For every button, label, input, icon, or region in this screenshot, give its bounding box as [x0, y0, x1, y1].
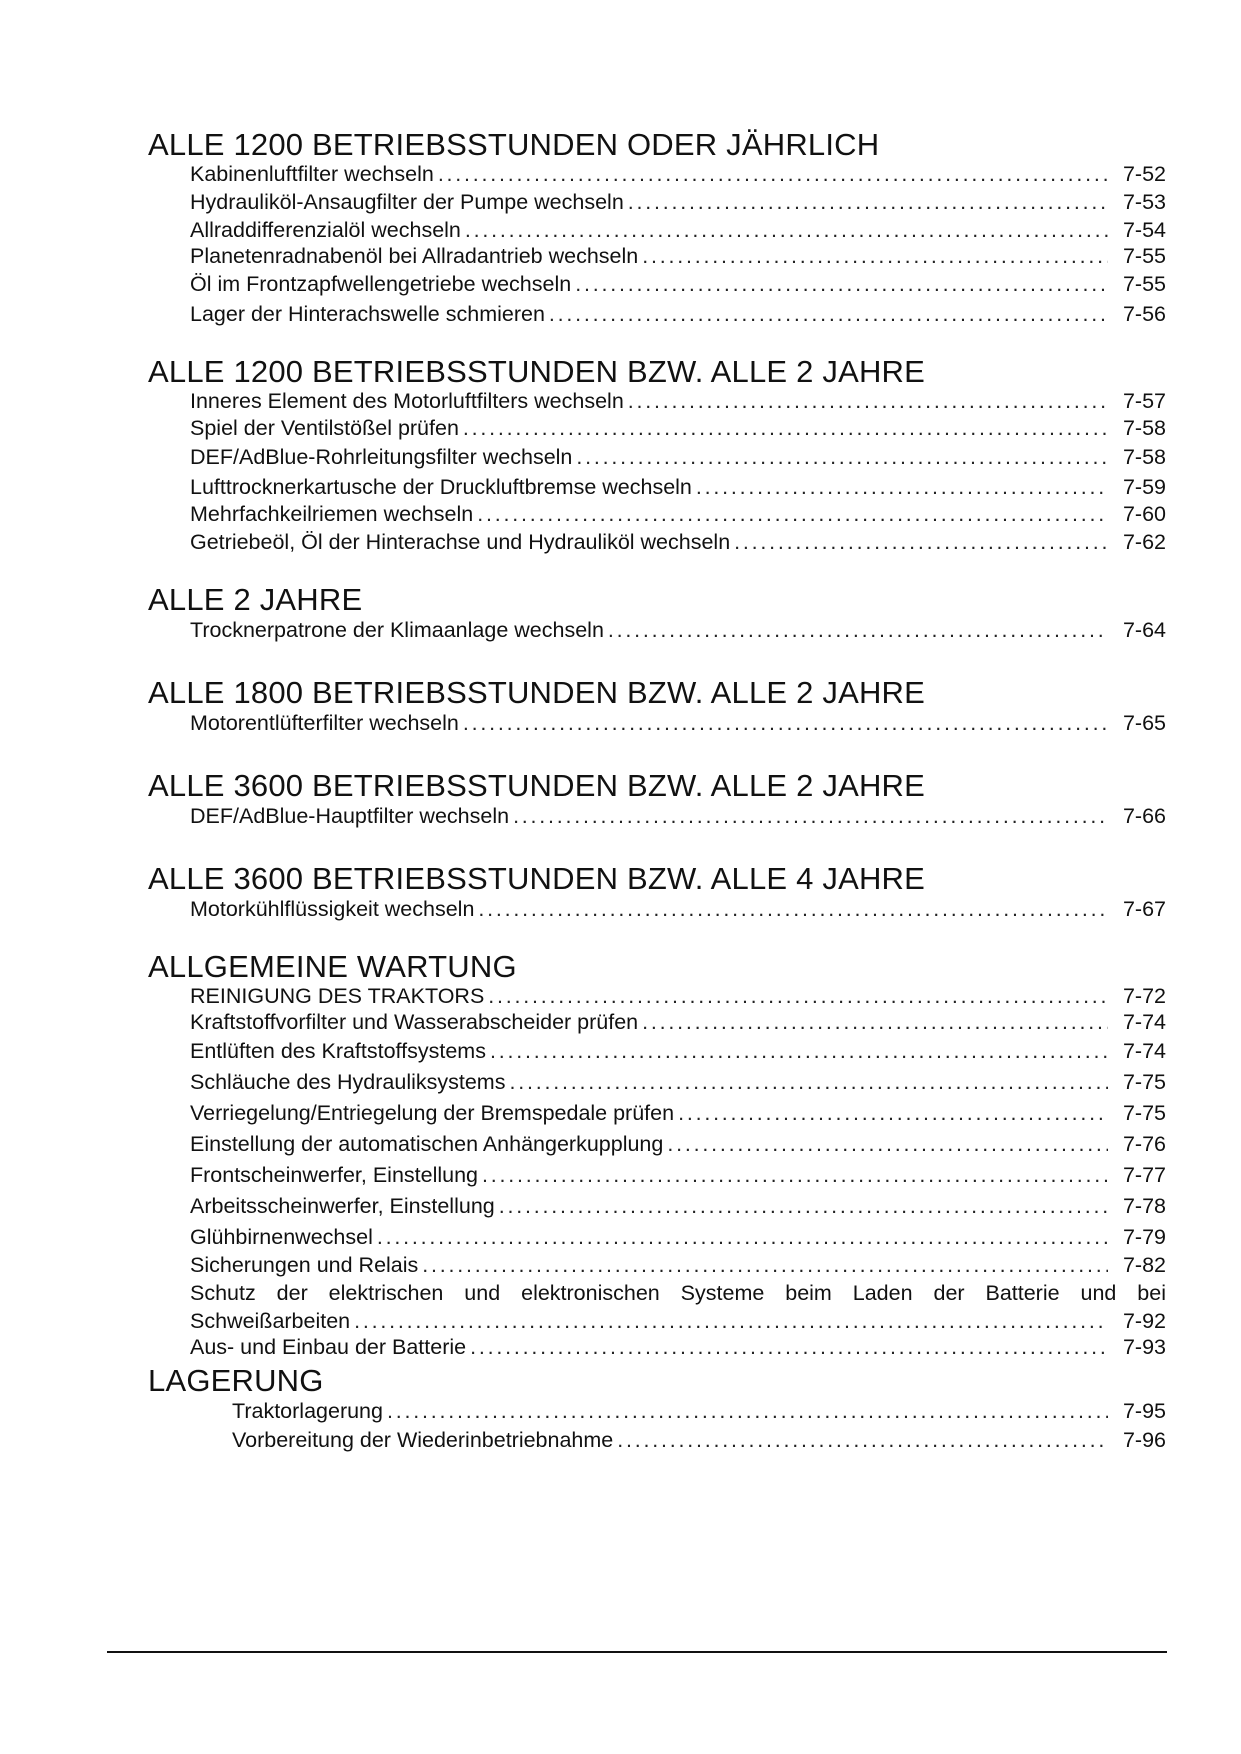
page-number: 7-53 — [1122, 190, 1166, 214]
page-number: 7-62 — [1122, 530, 1166, 554]
entry-label: Mehrfachkeilriemen wechseln — [190, 502, 474, 526]
toc-entry[interactable] — [148, 414, 1166, 443]
toc-entry[interactable] — [148, 1160, 1166, 1191]
toc-entry[interactable] — [148, 710, 1166, 736]
page-number: 7-67 — [1122, 897, 1166, 921]
entry-label: Motorkühlflüssigkeit wechseln — [190, 897, 475, 921]
toc-section — [148, 769, 1166, 829]
page-number: 7-56 — [1122, 302, 1166, 326]
page-number: 7-55 — [1122, 272, 1166, 296]
entry-label: Traktorlagerung — [232, 1399, 383, 1423]
entry-label: Motorentlüfterfilter wechseln — [190, 711, 459, 735]
toc-entry[interactable] — [148, 1222, 1166, 1253]
toc-section — [148, 1364, 1166, 1456]
page-number: 7-57 — [1122, 389, 1166, 413]
page-number: 7-75 — [1122, 1070, 1166, 1094]
toc-entry[interactable] — [148, 984, 1166, 1009]
page-number: 7-76 — [1122, 1132, 1166, 1156]
section-heading: ALLE 1800 BETRIEBSSTUNDEN BZW. ALLE 2 JAHRE — [148, 675, 926, 710]
toc-section — [148, 676, 1166, 736]
entry-label: Glühbirnenwechsel — [190, 1225, 373, 1249]
section-heading: ALLE 3600 BETRIEBSSTUNDEN BZW. ALLE 2 JAHRE — [148, 768, 926, 803]
entry-label: Vorbereitung der Wiederinbetriebnahme — [232, 1428, 614, 1452]
toc-entry[interactable] — [148, 217, 1166, 244]
toc-entry[interactable] — [148, 502, 1166, 527]
toc-entry[interactable] — [148, 617, 1166, 643]
section-heading: ALLE 1200 BETRIEBSSTUNDEN ODER JÄHRLICH — [148, 127, 880, 162]
toc-section — [148, 862, 1166, 922]
entry-label-line1: Schutz der elektrischen und elektronischen Systeme beim Laden der Batterie und bei — [190, 1281, 1166, 1305]
section-heading: LAGERUNG — [148, 1363, 324, 1398]
page-number: 7-92 — [1122, 1309, 1166, 1333]
entry-label: Einstellung der automatischen Anhängerkupplung — [190, 1132, 664, 1156]
page-number: 7-96 — [1122, 1428, 1166, 1452]
toc-entry[interactable] — [148, 244, 1166, 269]
page-number: 7-66 — [1122, 804, 1166, 828]
entry-label: Hydrauliköl-Ansaugfilter der Pumpe wechseln — [190, 190, 624, 214]
footer-rule — [107, 1651, 1167, 1653]
entry-label: Sicherungen und Relais — [190, 1253, 419, 1277]
toc-entry[interactable] — [148, 1335, 1166, 1360]
toc-entry[interactable] — [148, 527, 1166, 557]
entry-label: Schläuche des Hydrauliksystems — [190, 1070, 506, 1094]
entry-label: Frontscheinwerfer, Einstellung — [190, 1163, 479, 1187]
toc-entry[interactable] — [148, 1067, 1166, 1098]
toc-section — [148, 950, 1166, 1360]
toc-entry[interactable] — [148, 1098, 1166, 1129]
toc-entry[interactable] — [148, 187, 1166, 217]
toc-entry[interactable] — [148, 1425, 1166, 1456]
page-number: 7-58 — [1122, 416, 1166, 440]
toc-entry[interactable] — [148, 1253, 1166, 1278]
toc-entry[interactable] — [148, 1278, 1166, 1335]
page-number: 7-72 — [1122, 984, 1166, 1008]
entry-label: Getriebeöl, Öl der Hinterachse und Hydrauliköl wechseln — [190, 530, 731, 554]
page-number: 7-82 — [1122, 1253, 1166, 1277]
toc-entry[interactable] — [148, 1398, 1166, 1425]
table-of-contents — [148, 128, 1166, 1456]
toc-section — [148, 355, 1166, 557]
entry-label: Allraddifferenzialöl wechseln — [190, 218, 461, 242]
page-number: 7-78 — [1122, 1194, 1166, 1218]
section-heading: ALLE 3600 BETRIEBSSTUNDEN BZW. ALLE 4 JAHRE — [148, 861, 926, 896]
entry-label: Entlüften des Kraftstoffsystems — [190, 1039, 486, 1063]
entry-label: Kraftstoffvorfilter und Wasserabscheider prüfen — [190, 1010, 639, 1034]
page-number: 7-60 — [1122, 502, 1166, 526]
page-number: 7-58 — [1122, 445, 1166, 469]
page-number: 7-79 — [1122, 1225, 1166, 1249]
toc-entry[interactable] — [148, 803, 1166, 829]
section-heading: ALLGEMEINE WARTUNG — [148, 949, 517, 984]
page-number: 7-54 — [1122, 218, 1166, 242]
entry-label: Lufttrocknerkartusche der Druckluftbremse wechseln — [190, 475, 692, 499]
section-heading: ALLE 2 JAHRE — [148, 582, 363, 617]
toc-entry[interactable] — [148, 1129, 1166, 1160]
page-number: 7-65 — [1122, 711, 1166, 735]
entry-label: Lager der Hinterachswelle schmieren — [190, 302, 545, 326]
page-number: 7-93 — [1122, 1335, 1166, 1359]
entry-label: Aus- und Einbau der Batterie — [190, 1335, 467, 1359]
entry-label: Schweißarbeiten — [190, 1309, 351, 1333]
entry-label: Planetenradnabenöl bei Allradantrieb wechseln — [190, 244, 639, 268]
entry-label: Verriegelung/Entriegelung der Bremspedale prüfen — [190, 1101, 675, 1125]
toc-entry[interactable] — [148, 162, 1166, 187]
entry-label: REINIGUNG DES TRAKTORS — [190, 984, 485, 1008]
page-number: 7-64 — [1122, 618, 1166, 642]
toc-entry[interactable] — [148, 389, 1166, 414]
entry-label: Inneres Element des Motorluftfilters wechseln — [190, 389, 624, 413]
page-number: 7-75 — [1122, 1101, 1166, 1125]
section-heading: ALLE 1200 BETRIEBSSTUNDEN BZW. ALLE 2 JAHRE — [148, 354, 926, 389]
page-number: 7-52 — [1122, 162, 1166, 186]
toc-entry[interactable] — [148, 472, 1166, 502]
toc-entry[interactable] — [148, 1191, 1166, 1222]
toc-section — [148, 583, 1166, 643]
page-number: 7-95 — [1122, 1399, 1166, 1423]
entry-label: Trocknerpatrone der Klimaanlage wechseln — [190, 618, 604, 642]
toc-entry[interactable] — [148, 1036, 1166, 1067]
page-number: 7-77 — [1122, 1163, 1166, 1187]
entry-label: Arbeitsscheinwerfer, Einstellung — [190, 1194, 495, 1218]
toc-entry[interactable] — [148, 443, 1166, 472]
toc-entry[interactable] — [148, 1009, 1166, 1036]
page-number: 7-59 — [1122, 475, 1166, 499]
entry-label: Kabinenluftfilter wechseln — [190, 162, 434, 186]
entry-label: Spiel der Ventilstößel prüfen — [190, 416, 459, 440]
page-number: 7-55 — [1122, 244, 1166, 268]
entry-label: DEF/AdBlue-Rohrleitungsfilter wechseln — [190, 445, 573, 469]
page-number: 7-74 — [1122, 1039, 1166, 1063]
toc-entry[interactable] — [148, 269, 1166, 299]
entry-label: DEF/AdBlue-Hauptfilter wechseln — [190, 804, 510, 828]
toc-entry[interactable] — [148, 896, 1166, 922]
toc-section — [148, 128, 1166, 329]
entry-label: Öl im Frontzapfwellengetriebe wechseln — [190, 272, 572, 296]
toc-entry[interactable] — [148, 299, 1166, 329]
page-number: 7-74 — [1122, 1010, 1166, 1034]
